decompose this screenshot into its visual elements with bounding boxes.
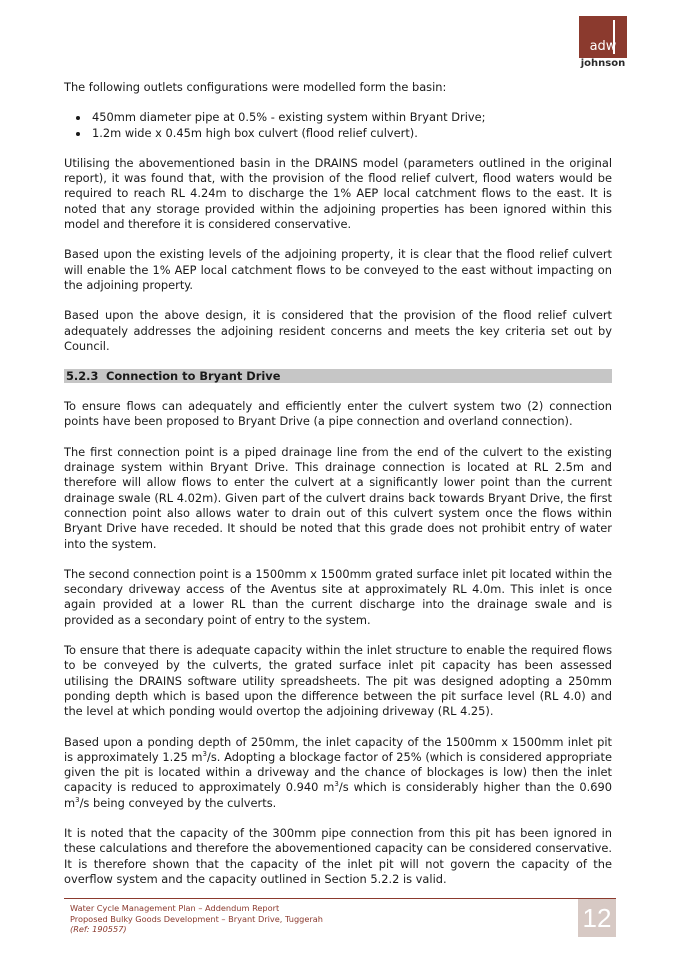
section-number: 5.2.3 [66,369,99,384]
outlet-item: • 1.2m wide x 0.45m high box culvert (flood relief culvert). [90,126,612,141]
logo-subtitle: johnson [580,58,626,69]
capacity-paragraph [64,735,612,811]
logo-box [579,16,627,58]
capacity-text: /s. Adopting a blockage factor of 25% (which is considered appropriate given the pit is located within a driveway and the chance of blockages is low) then the inlet capacity is reduced to approximately 0.940 m [64,749,612,795]
outlet-list [64,110,612,141]
paragraph: To ensure flows can adequately and efficiently enter the culvert system two (2) connection points have been proposed to Bryant Drive (a pipe connection and overland connection). [64,399,612,429]
paragraph: It is noted that the capacity of the 300mm pipe connection from this pit has been ignored in these calculations and therefore the abovementioned capacity can be considered conservative. It is therefore shown that the capacity of the inlet pit will not govern the capacity of the overflow system and the capacity outlined in Section 5.2.2 is valid. [64,825,612,886]
capacity-text: /s which is considerably higher than the 0.690 m [64,780,612,810]
footer-divider [64,898,616,899]
footer-reference: (Ref: 190557) [70,924,127,934]
paragraph: Utilising the abovementioned basin in the DRAINS model (parameters outlined in the original report), it was found that, with the provision of the flood relief culvert, flood waters would be required to reach RL 4.24m to discharge the 1% AEP local catchment flows to the east. It is noted that any storage provided within the adjoining properties has been ignored within this model and therefore it is considered conservative. [64,155,612,232]
outlet-item: • 450mm diameter pipe at 0.5% - existing system within Bryant Drive; [90,110,612,125]
section-title: Connection to Bryant Drive [106,369,281,384]
intro-paragraph: The following outlets configurations were modelled form the basin: [64,80,447,94]
capacity-text: Based upon a ponding depth of 250mm, the inlet capacity of the 1500mm x 1500mm inlet pit is approximately 1.25 m [64,734,612,764]
superscript: 3 [334,780,339,789]
footer-project: Proposed Bulky Goods Development – Bryant Drive, Tuggerah [70,913,323,924]
company-logo [579,16,627,70]
superscript: 3 [75,795,80,804]
paragraph: The first connection point is a piped drainage line from the end of the culvert to the existing drainage system within Bryant Drive. This drainage connection is located at RL 2.5m and therefore will allow flows to enter the culvert at a significantly lower point than the current drainage swale (RL 4.02m). Given part of the culvert drains back towards Bryant Drive, the first connection point also allows water to drain out of this culvert system once the flows within Bryant Drive have receded. It should be noted that this grade does not prohibit entry of water into the system. [64,444,612,551]
footer-title: Water Cycle Management Plan – Addendum Report [70,903,280,913]
superscript: 3 [202,750,207,758]
page-number: 12 [578,899,616,937]
paragraph: Based upon the above design, it is considered that the provision of the flood relief culvert adequately addresses the adjoining resident concerns and meets the key criteria set out by Council. [64,308,612,353]
capacity-text: /s being conveyed by the culverts. [79,795,277,810]
document-body [64,80,612,902]
paragraph: Based upon the existing levels of the adjoining property, it is clear that the flood relief culvert will enable the 1% AEP local catchment flows to be conveyed to the east without impacting on the adjoining property. [64,247,612,292]
paragraph: The second connection point is a 1500mm x 1500mm grated surface inlet pit located within the secondary driveway access of the Aventus site at approximately RL 4.0m. This inlet is once again provided at a lower RL than the current discharge into the drainage swale and is provided as a secondary point of entry to the system. [64,566,613,627]
paragraph: To ensure that there is adequate capacity within the inlet structure to enable the required flows to be conveyed by the culverts, the grated surface inlet pit capacity has been assessed utilising the DRAINS software utility spreadsheets. The pit was designed adopting a 250mm ponding depth which is based upon the difference between the pit surface level (RL 4.0) and the level at which ponding would overtop the adjoining driveway (RL 4.25). [64,643,612,719]
section-heading [64,369,612,383]
page-footer [70,903,490,935]
logo-mark: adw [589,39,617,54]
